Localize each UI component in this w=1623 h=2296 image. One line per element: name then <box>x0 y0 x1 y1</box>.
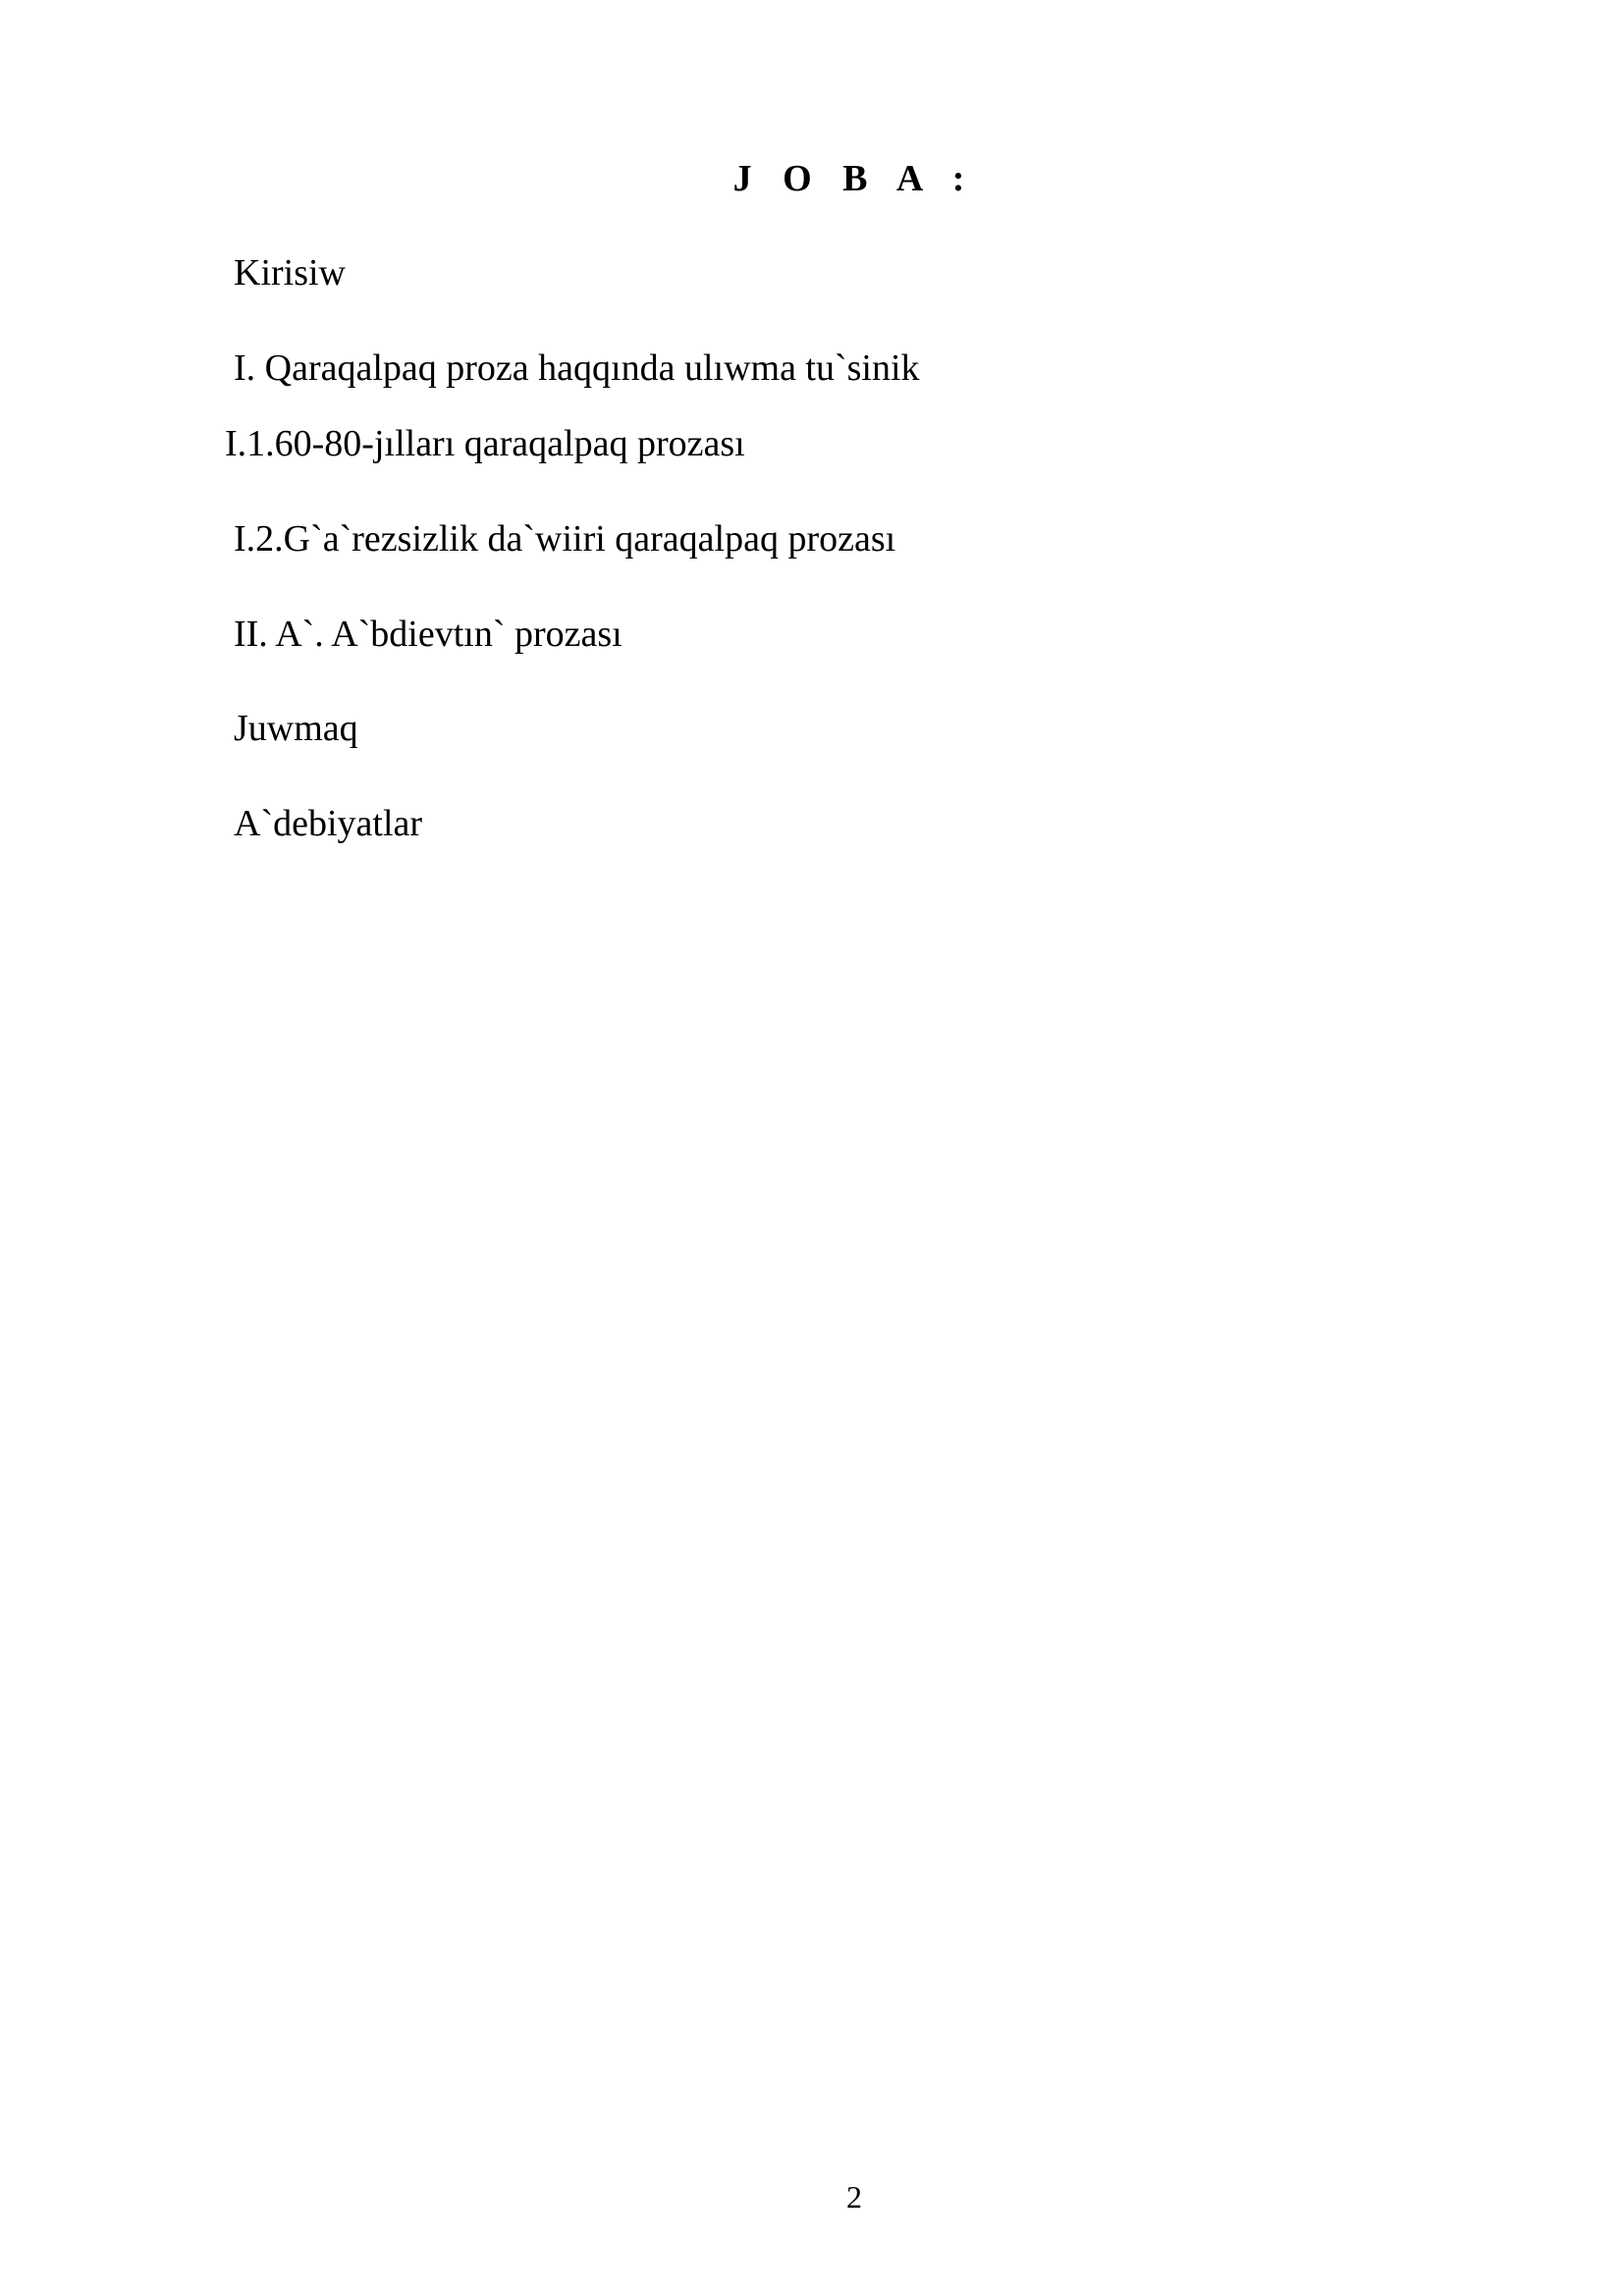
page-title: J O B A : <box>732 158 976 199</box>
toc-item-references: A`debiyatlar <box>234 803 423 844</box>
toc-item-conclusion: Juwmaq <box>234 708 358 749</box>
toc-item-section-1-1: I.1.60-80-jılları qaraqalpaq prozası <box>225 423 745 464</box>
page-number: 2 <box>846 2179 862 2215</box>
toc-item-section-1-2: I.2.G`a`rezsizlik da`wiiri qaraqalpaq prozası <box>234 518 896 560</box>
toc-item-chapter-2: II. A`. A`bdievtın` prozası <box>234 614 622 655</box>
toc-item-introduction: Kirisiw <box>234 252 346 294</box>
toc-item-chapter-1: I. Qaraqalpaq proza haqqında ulıwma tu`sinik <box>234 347 920 389</box>
